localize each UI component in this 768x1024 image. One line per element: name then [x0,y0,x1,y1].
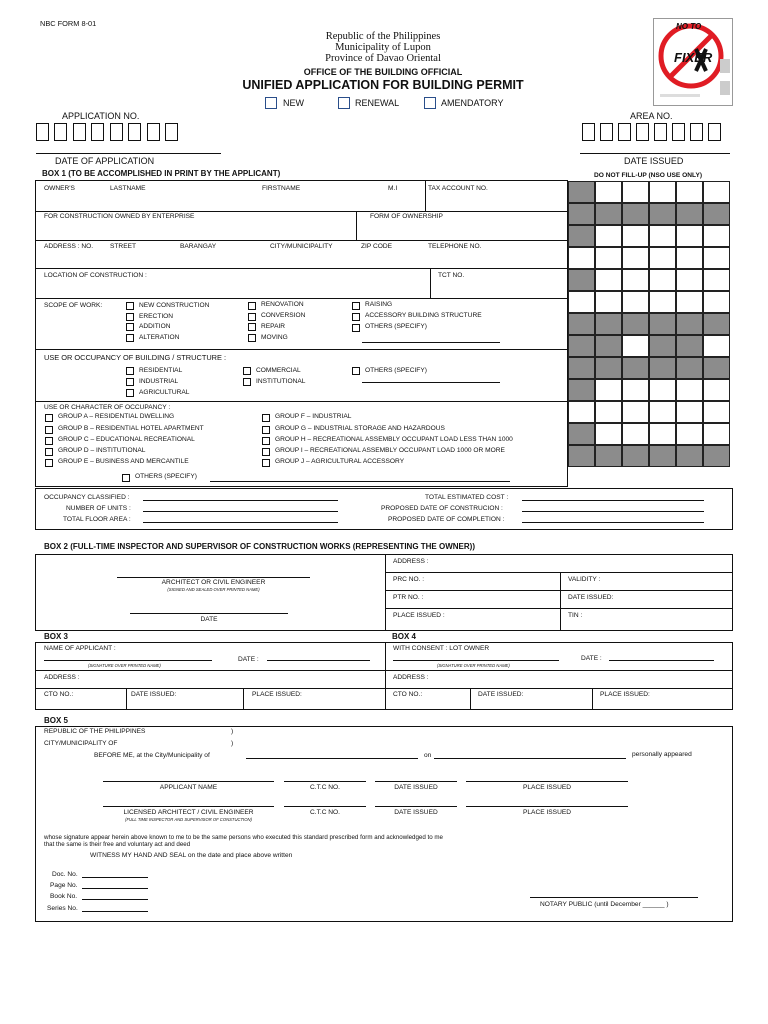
box3-date-label: DATE : [238,656,259,663]
licensed-ctc-line[interactable] [284,806,366,807]
new-checkbox[interactable] [265,97,277,109]
owners-label: OWNER'S [44,185,75,192]
app-no-cell[interactable] [91,123,104,141]
applicant-name-label: NAME OF APPLICANT : [44,645,116,652]
page-title: UNIFIED APPLICATION FOR BUILDING PERMIT [242,78,524,92]
nso-grid-cell [676,203,703,225]
agricultural-label: AGRICULTURAL [139,389,190,396]
nso-grid-cell [649,225,676,247]
group-i-checkbox[interactable] [262,448,270,456]
city-paren: ) [231,740,234,747]
nso-grid-cell [568,247,595,269]
group-others-checkbox[interactable] [122,474,130,482]
republic-paren: ) [231,728,234,735]
series-no-line[interactable] [82,911,148,912]
box5-applicant-ctc-label: C.T.C NO. [309,784,341,791]
nso-grid-cell [595,445,622,467]
nso-grid-cell [622,203,649,225]
header-municipality: Municipality of Lupon [335,42,431,53]
page-no-line[interactable] [82,888,148,889]
municipality-line[interactable] [246,758,418,759]
lot-owner-signature-line[interactable] [393,660,559,661]
box4-place-issued-label: PLACE ISSUED: [600,691,650,698]
box2-address-label: ADDRESS : [393,558,429,565]
area-no-cell[interactable] [582,123,595,141]
prc-label: PRC NO. : [393,576,425,583]
nso-grid-cell [595,203,622,225]
nso-grid-cell [595,269,622,291]
industrial-checkbox[interactable] [126,378,134,386]
group-g-label: GROUP G – INDUSTRIAL STORAGE AND HAZARDOUS [275,425,445,432]
nso-grid-cell [568,335,595,357]
box4-address-label: ADDRESS : [393,674,429,681]
app-no-cell[interactable] [165,123,178,141]
renewal-checkbox[interactable] [338,97,350,109]
ownership-form-label: FORM OF OWNERSHIP [370,213,443,220]
city-label: CITY/MUNICIPALITY [270,243,333,250]
completion-date-label: PROPOSED DATE OF COMPLETION : [388,516,505,523]
group-j-checkbox[interactable] [262,459,270,467]
box4-date-line[interactable] [609,660,714,661]
nso-grid-cell [622,423,649,445]
scope-others-line[interactable] [362,342,500,343]
character-label: USE OR CHARACTER OF OCCUPANCY : [44,404,171,411]
group-c-checkbox[interactable] [45,437,53,445]
group-e-checkbox[interactable] [45,459,53,467]
app-no-cell[interactable] [36,123,49,141]
residential-checkbox[interactable] [126,367,134,375]
occupancy-classified-line[interactable] [143,500,338,501]
box5-licensed-ctc-label: C.T.C NO. [309,809,341,816]
nso-grid-cell [649,335,676,357]
nso-grid-cell [649,291,676,313]
scope-others-label: OTHERS (SPECIFY) [365,323,427,330]
nso-grid-cell [622,401,649,423]
doc-no-label: Doc. No. [52,871,78,878]
nso-grid-cell [703,357,730,379]
before-me-text: BEFORE ME, at the City/Municipality of [94,752,210,759]
header-province: Province of Davao Oriental [325,53,441,64]
box4-title: BOX 4 [392,632,417,641]
date-issued-line[interactable] [580,153,730,154]
nso-grid-cell [595,423,622,445]
nso-grid-cell [703,291,730,313]
nso-grid-cell [622,247,649,269]
architect-signed-note: (SIGNED AND SEALED OVER PRINTED NAME) [167,587,260,592]
group-d-checkbox[interactable] [45,448,53,456]
box5-licensed-place-issued-label: PLACE ISSUED [522,809,571,816]
location-label: LOCATION OF CONSTRUCTION : [44,272,147,279]
witness-text: WITNESS MY HAND AND SEAL on the date and place above written [90,852,293,859]
form-code: NBC FORM 8-01 [40,19,97,28]
number-units-line[interactable] [143,511,338,512]
nso-grid-cell [703,181,730,203]
repair-label: REPAIR [261,323,286,330]
group-g-checkbox[interactable] [262,426,270,434]
nso-grid-cell [676,313,703,335]
street-label: STREET [110,243,137,250]
group-b-checkbox[interactable] [45,426,53,434]
new-label: NEW [283,98,304,108]
nso-grid-cell [703,203,730,225]
nso-grid-cell [622,269,649,291]
nso-grid-cell [568,203,595,225]
nso-grid-cell [649,181,676,203]
telephone-label: TELEPHONE NO. [428,243,482,250]
group-d-label: GROUP D – INSTITUTIONAL [58,447,146,454]
nso-grid-cell [649,379,676,401]
nso-grid-cell [595,401,622,423]
group-i-label: GROUP I – RECREATIONAL ASSEMBLY OCCUPANT LOAD 1000 OR MORE [275,447,505,454]
nso-grid-cell [595,181,622,203]
commercial-checkbox[interactable] [243,367,251,375]
accessory-label: ACCESSORY BUILDING STRUCTURE [365,312,482,319]
book-no-line[interactable] [82,899,148,900]
nso-grid-cell [649,313,676,335]
box1-title: BOX 1 (TO BE ACCOMPLISHED IN PRINT BY THE APPLICANT) [42,169,281,178]
renovation-checkbox[interactable] [248,302,256,310]
institutional-checkbox[interactable] [243,378,251,386]
renewal-label: RENEWAL [355,98,400,108]
applicant-date-issued-line[interactable] [375,781,457,782]
box3-address-label: ADDRESS : [44,674,80,681]
total-floor-area-line[interactable] [143,522,338,523]
nso-grid-cell [649,269,676,291]
nso-grid-cell [676,225,703,247]
barangay-label: BARANGAY [180,243,217,250]
nso-grid-cell [595,379,622,401]
box5-applicant-place-issued-label: PLACE ISSUED [522,784,571,791]
agricultural-checkbox[interactable] [126,389,134,397]
group-a-label: GROUP A – RESIDENTIAL DWELLING [58,413,175,420]
conversion-checkbox[interactable] [248,313,256,321]
on-text: on [424,752,432,759]
box3-4-frame [35,642,733,710]
nso-grid-cell [649,445,676,467]
group-j-label: GROUP J – AGRICULTURAL ACCESSORY [275,458,405,465]
area-no-cell[interactable] [672,123,685,141]
box5-title: BOX 5 [44,716,69,725]
nso-grid-cell [622,225,649,247]
nso-note: DO NOT FILL-UP (NSO USE ONLY) [594,172,703,179]
whose-text-2: that the same is their free and voluntary act and deed [44,841,191,848]
nso-grid-cell [676,247,703,269]
addition-checkbox[interactable] [126,323,134,331]
conversion-label: CONVERSION [261,312,306,319]
nso-grid-cell [622,335,649,357]
box4-date-label: DATE : [581,655,602,662]
nso-grid-cell [568,225,595,247]
nso-grid-cell [622,291,649,313]
box2-title: BOX 2 (FULL-TIME INSPECTOR AND SUPERVISOR OF CONSTRUCTION WORKS (REPRESENTING THE OWNER)) [44,542,475,551]
logo-main-text: FIXER [674,50,713,65]
whose-text-1: whose signature appear herein above known to me to be the same persons who executed this standard prescribed form and acknowledged to me [44,834,443,841]
moving-label: MOVING [261,334,288,341]
architect-signature-line[interactable] [117,577,310,578]
nso-grid-cell [703,225,730,247]
total-cost-label: TOTAL ESTIMATED COST : [425,494,509,501]
group-b-label: GROUP B – RESIDENTIAL HOTEL APARTMENT [58,425,204,432]
licensed-name-line[interactable] [103,806,274,807]
header-republic: Republic of the Philippines [325,31,441,42]
amendatory-label: AMENDATORY [441,98,504,108]
box3-place-issued-label: PLACE ISSUED: [252,691,302,698]
commercial-label: COMMERCIAL [256,367,301,374]
republic-label: REPUBLIC OF THE PHILIPPINES [44,728,146,735]
nso-grid-cell [568,379,595,401]
total-floor-area-label: TOTAL FLOOR AREA : [63,516,131,523]
box5-applicant-name-label: APPLICANT NAME [159,784,218,791]
architect-label: ARCHITECT OR CIVIL ENGINEER [161,579,266,586]
repair-checkbox[interactable] [248,323,256,331]
nso-grid-cell [568,423,595,445]
no-fixer-logo [653,18,733,106]
nso-grid-cell [622,181,649,203]
validity-label: VALIDITY : [568,576,601,583]
app-no-cell[interactable] [110,123,123,141]
app-no-cell[interactable] [73,123,86,141]
nso-grid-cell [595,247,622,269]
scope-label: SCOPE OF WORK: [44,302,103,309]
nso-grid-cell [568,313,595,335]
box3-date-issued-label: DATE ISSUED: [131,691,177,698]
app-no-cell[interactable] [147,123,160,141]
box5-licensed-label: LICENSED ARCHITECT / CIVIL ENGINEER [123,809,254,816]
nso-grid-cell [676,181,703,203]
group-f-label: GROUP F – INDUSTRIAL [275,413,352,420]
series-no-label: Series No. [47,905,78,912]
nso-grid-cell [703,423,730,445]
date-of-application-line[interactable] [36,153,221,154]
nso-grid-cell [703,445,730,467]
app-no-cell[interactable] [128,123,141,141]
use-others-checkbox[interactable] [352,367,360,375]
tax-account-label: TAX ACCOUNT NO. [428,185,488,192]
tin-label: TIN : [568,612,583,619]
alteration-label: ALTERATION [139,334,180,341]
industrial-label: INDUSTRIAL [139,378,179,385]
group-a-checkbox[interactable] [45,414,53,422]
city-municipality-label: CITY/MUNICIPALITY OF [44,740,118,747]
zip-label: ZIP CODE [361,243,393,250]
ptr-label: PTR NO. : [393,594,424,601]
nso-grid-cell [676,269,703,291]
erection-checkbox[interactable] [126,313,134,321]
area-no-cell[interactable] [690,123,703,141]
alteration-checkbox[interactable] [126,334,134,342]
office-title: OFFICE OF THE BUILDING OFFICIAL [303,67,463,77]
date-issued-label: DATE ISSUED [624,156,684,166]
nso-grid-cell [595,313,622,335]
application-no-label: APPLICATION NO. [62,111,140,121]
proposed-date-line[interactable] [522,511,704,512]
address-label: ADDRESS : NO. [44,243,94,250]
nso-grid-cell [649,357,676,379]
residential-label: RESIDENTIAL [139,367,183,374]
nso-grid-cell [622,357,649,379]
institutional-label: INSTITUTIONAL [256,378,306,385]
completion-date-line[interactable] [522,522,704,523]
nso-grid-cell [595,225,622,247]
firstname-label: FIRSTNAME [262,185,301,192]
nso-grid-cell [568,291,595,313]
group-c-label: GROUP C – EDUCATIONAL RECREATIONAL [58,436,195,443]
mi-label: M.I [388,185,398,192]
applicant-ctc-line[interactable] [284,781,366,782]
book-no-label: Book No. [50,893,78,900]
licensed-place-issued-line[interactable] [466,806,628,807]
nso-grid-cell [649,423,676,445]
nso-grid-cell [703,313,730,335]
nso-grid-cell [676,357,703,379]
nso-grid-cell [568,357,595,379]
nso-grid-cell [622,379,649,401]
architect-date-line[interactable] [130,613,288,614]
applicant-place-issued-line[interactable] [466,781,628,782]
licensed-date-issued-line[interactable] [375,806,457,807]
box4-cto-label: CTO NO.: [393,691,423,698]
group-others-label: OTHERS (SPECIFY) [135,473,197,480]
nso-grid-cell [568,401,595,423]
area-no-cell[interactable] [654,123,667,141]
scope-others-checkbox[interactable] [352,324,360,332]
nso-grid-cell [676,379,703,401]
group-h-label: GROUP H – RECREATIONAL ASSEMBLY OCCUPANT LOAD LESS THAN 1000 [275,436,513,443]
nso-grid-cell [676,445,703,467]
group-h-checkbox[interactable] [262,437,270,445]
architect-date-label: DATE [200,616,218,623]
nso-grid-cell [649,247,676,269]
lastname-label: LASTNAME [110,185,146,192]
box4-date-issued-label: DATE ISSUED: [478,691,524,698]
nso-grid-cell [595,291,622,313]
header-block [230,31,536,64]
lot-owner-signature-note: (SIGNATURE OVER PRINTED NAME) [437,663,510,668]
applicant-signature-note: (SIGNATURE OVER PRINTED NAME) [88,663,161,668]
group-f-checkbox[interactable] [262,414,270,422]
box3-cto-label: CTO NO.: [44,691,74,698]
nso-grid-cell [676,423,703,445]
use-others-line[interactable] [362,382,500,383]
box3-title: BOX 3 [44,632,69,641]
app-no-cell[interactable] [54,123,67,141]
proposed-date-label: PROPOSED DATE OF CONSTRUCION : [381,505,503,512]
total-cost-line[interactable] [522,500,704,501]
use-others-label: OTHERS (SPECIFY) [365,367,427,374]
nso-grid-cell [676,401,703,423]
raising-label: RAISING [365,301,393,308]
doc-no-line[interactable] [82,877,148,878]
nso-grid-cell [568,445,595,467]
nso-grid-cell [703,247,730,269]
occupancy-classified-label: OCCUPANCY CLASSIFIED : [44,494,130,501]
nso-grid-cell [595,357,622,379]
new-construction-label: NEW CONSTRUCTION [139,302,210,309]
logo-top-text: NO TO [676,22,702,31]
new-construction-checkbox[interactable] [126,302,134,310]
nso-grid-cell [595,335,622,357]
nso-grid-cell [622,445,649,467]
group-e-label: GROUP E – BUSINESS AND MERCANTILE [58,458,189,465]
box3-date-line[interactable] [267,660,370,661]
notary-signature-line[interactable] [530,897,698,898]
raising-checkbox[interactable] [352,302,360,310]
area-no-cell[interactable] [618,123,631,141]
moving-checkbox[interactable] [248,334,256,342]
enterprise-label: FOR CONSTRUCTION OWNED BY ENTERPRISE [44,213,195,220]
nso-grid-cell [622,313,649,335]
nso-grid-cell [649,203,676,225]
nso-grid-cell [649,401,676,423]
amendatory-checkbox[interactable] [424,97,436,109]
box5-fulltime-note: (FULL TIME INSPECTOR AND SUPERVISOR OF CONSTUCTION) [125,817,252,822]
use-label: USE OR OCCUPANCY OF BUILDING / STRUCTURE : [44,353,227,362]
nso-grid-cell [676,335,703,357]
erection-label: ERECTION [139,313,174,320]
box5-licensed-date-issued-label: DATE ISSUED [394,809,438,816]
number-units-label: NUMBER OF UNITS : [66,505,131,512]
nso-grid-cell [676,291,703,313]
date-of-application-label: DATE OF APPLICATION [55,156,155,166]
box2-place-issued-label: PLACE ISSUED : [393,612,445,619]
area-no-label: AREA NO. [630,111,673,121]
area-no-cell[interactable] [636,123,649,141]
on-date-line[interactable] [434,758,626,759]
nso-grid-cell [568,181,595,203]
box5-applicant-date-issued-label: DATE ISSUED [394,784,438,791]
consent-label: WITH CONSENT : LOT OWNER [393,645,490,652]
notary-label: NOTARY PUBLIC (until December ______ ) [540,901,669,908]
renovation-label: RENOVATION [261,301,304,308]
area-no-cell[interactable] [600,123,613,141]
nso-grid-cell [703,401,730,423]
nso-grid-cell [703,335,730,357]
nso-grid-cell [703,379,730,401]
tct-label: TCT NO. [438,272,465,279]
box2-date-issued-label: DATE ISSUED: [568,594,614,601]
applicant-signature-line[interactable] [44,660,212,661]
addition-label: ADDITION [139,323,171,330]
page-no-label: Page No. [50,882,78,889]
applicant-name-line[interactable] [103,781,274,782]
area-no-cell[interactable] [708,123,721,141]
appeared-text: personally appeared [632,751,692,758]
nso-grid-cell [703,269,730,291]
group-others-line[interactable] [210,481,510,482]
accessory-checkbox[interactable] [352,313,360,321]
nso-grid-cell [568,269,595,291]
